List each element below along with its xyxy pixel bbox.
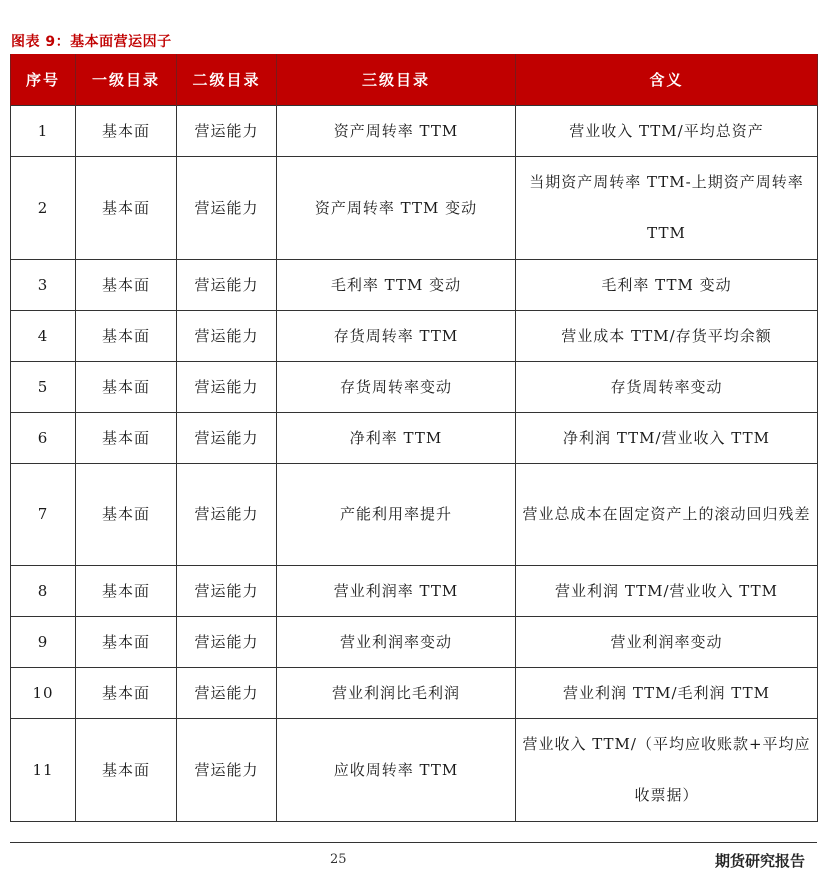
- cell-level3: 存货周转率 TTM: [277, 311, 516, 362]
- factor-table: [10, 54, 818, 822]
- cell-meaning: 毛利率 TTM 变动: [516, 260, 818, 311]
- cell-level2: 营运能力: [177, 668, 277, 719]
- cell-level2: 营运能力: [177, 106, 277, 157]
- page-number: 25: [330, 852, 347, 867]
- cell-level1: 基本面: [76, 260, 177, 311]
- cell-level3: 资产周转率 TTM 变动: [277, 157, 516, 260]
- header-level2: 二级目录: [177, 54, 277, 106]
- cell-index: 3: [11, 260, 76, 311]
- table-row: [11, 566, 818, 617]
- cell-meaning: 营业成本 TTM/存货平均余额: [516, 311, 818, 362]
- table-row: [11, 464, 818, 566]
- cell-level2: 营运能力: [177, 617, 277, 668]
- cell-index: 4: [11, 311, 76, 362]
- cell-level2: 营运能力: [177, 260, 277, 311]
- cell-level2: 营运能力: [177, 362, 277, 413]
- cell-meaning: 营业利润率变动: [516, 617, 818, 668]
- cell-level3: 营业利润率变动: [277, 617, 516, 668]
- footer-divider: [10, 842, 817, 843]
- cell-meaning: 营业利润 TTM/毛利润 TTM: [516, 668, 818, 719]
- cell-meaning: 存货周转率变动: [516, 362, 818, 413]
- cell-level2: 营运能力: [177, 157, 277, 260]
- table-row: [11, 413, 818, 464]
- cell-level1: 基本面: [76, 566, 177, 617]
- cell-meaning: 营业收入 TTM/（平均应收账款+平均应收票据）: [516, 719, 818, 822]
- table-row: [11, 157, 818, 260]
- cell-index: 5: [11, 362, 76, 413]
- cell-level2: 营运能力: [177, 719, 277, 822]
- cell-index: 2: [11, 157, 76, 260]
- cell-level2: 营运能力: [177, 566, 277, 617]
- table-row: [11, 719, 818, 822]
- cell-index: 11: [11, 719, 76, 822]
- cell-level1: 基本面: [76, 106, 177, 157]
- table-row: [11, 260, 818, 311]
- table-row: [11, 617, 818, 668]
- cell-meaning: 净利润 TTM/营业收入 TTM: [516, 413, 818, 464]
- cell-level3: 毛利率 TTM 变动: [277, 260, 516, 311]
- cell-meaning: 营业总成本在固定资产上的滚动回归残差: [516, 464, 818, 566]
- figure-caption: 图表 9：基本面营运因子: [11, 34, 172, 50]
- table-header-row: [11, 54, 818, 106]
- cell-index: 1: [11, 106, 76, 157]
- cell-level3: 营业利润率 TTM: [277, 566, 516, 617]
- table-row: [11, 668, 818, 719]
- cell-level2: 营运能力: [177, 413, 277, 464]
- cell-level3: 营业利润比毛利润: [277, 668, 516, 719]
- cell-level1: 基本面: [76, 362, 177, 413]
- cell-meaning: 当期资产周转率 TTM-上期资产周转率 TTM: [516, 157, 818, 260]
- cell-level3: 产能利用率提升: [277, 464, 516, 566]
- cell-meaning: 营业收入 TTM/平均总资产: [516, 106, 818, 157]
- report-label: 期货研究报告: [714, 852, 805, 870]
- table-row: [11, 311, 818, 362]
- cell-level3: 净利率 TTM: [277, 413, 516, 464]
- cell-level1: 基本面: [76, 719, 177, 822]
- table-row: [11, 106, 818, 157]
- cell-level3: 存货周转率变动: [277, 362, 516, 413]
- cell-level2: 营运能力: [177, 464, 277, 566]
- cell-index: 6: [11, 413, 76, 464]
- cell-level3: 应收周转率 TTM: [277, 719, 516, 822]
- cell-level1: 基本面: [76, 157, 177, 260]
- cell-meaning: 营业利润 TTM/营业收入 TTM: [516, 566, 818, 617]
- table-row: [11, 362, 818, 413]
- cell-level2: 营运能力: [177, 311, 277, 362]
- cell-index: 8: [11, 566, 76, 617]
- cell-level1: 基本面: [76, 617, 177, 668]
- header-index: 序号: [11, 54, 76, 106]
- cell-index: 7: [11, 464, 76, 566]
- header-level1: 一级目录: [76, 54, 177, 106]
- cell-level1: 基本面: [76, 311, 177, 362]
- cell-level3: 资产周转率 TTM: [277, 106, 516, 157]
- cell-index: 9: [11, 617, 76, 668]
- header-meaning: 含义: [516, 54, 818, 106]
- cell-level1: 基本面: [76, 413, 177, 464]
- cell-level1: 基本面: [76, 668, 177, 719]
- cell-index: 10: [11, 668, 76, 719]
- header-level3: 三级目录: [277, 54, 516, 106]
- cell-level1: 基本面: [76, 464, 177, 566]
